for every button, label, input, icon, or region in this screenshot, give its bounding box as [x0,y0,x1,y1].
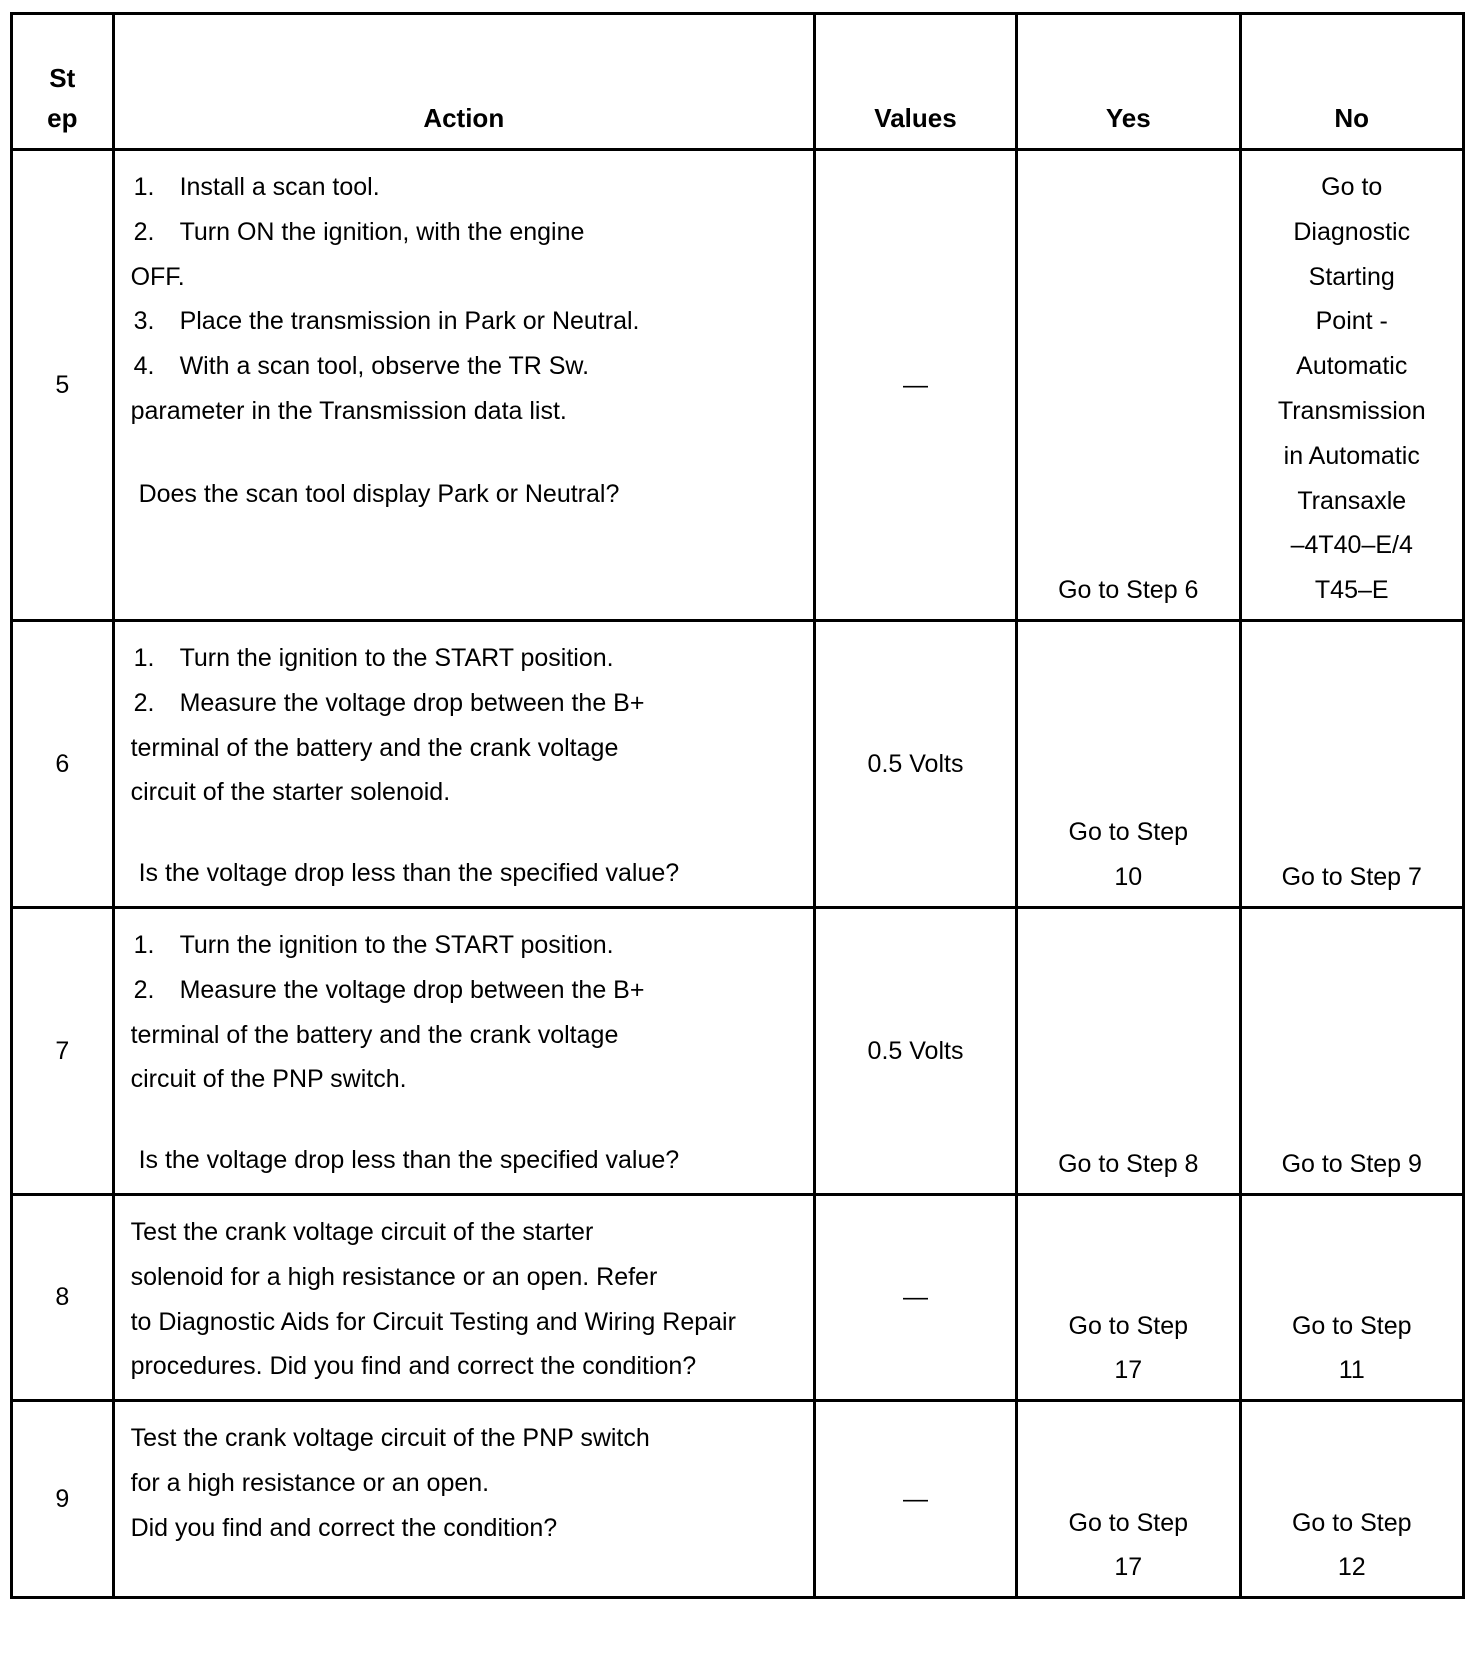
table-row [12,150,1464,621]
value-cell: 0.5 Volts [814,620,1016,907]
header-values: Values [814,14,1016,150]
header-step-line-2: ep [47,103,78,133]
action-step-cont: parameter in the Transmission data list. [130,396,567,425]
action-step-cont: circuit of the PNP switch. [130,1065,407,1094]
action-text-line: procedures. Did you find and correct the condition? [130,1352,697,1381]
action-question: Is the voltage drop less than the specified value? [138,1146,680,1175]
action-step: 1. Install a scan tool. [133,173,380,201]
action-step: 4. With a scan tool, observe the TR Sw. [133,352,590,381]
header-step-line-1: St [49,63,76,93]
action-step: 2. Turn ON the ignition, with the engine [133,217,585,246]
step-number: 9 [12,1401,114,1598]
action-step-cont: terminal of the battery and the crank voltage [130,1020,619,1049]
header-row [12,14,1464,150]
step-number: 8 [12,1194,114,1400]
header-yes: Yes [1017,14,1240,150]
diagnostic-table [10,12,1465,1599]
no-cell: Go to Step 7 [1240,620,1464,907]
no-cell: Go to Step 11 [1240,1194,1464,1400]
action-step-cont: terminal of the battery and the crank voltage [130,733,619,762]
step-number: 5 [12,150,114,621]
action-text-line: solenoid for a high resistance or an open. Refer [130,1262,658,1291]
header-step [12,14,114,150]
value-cell: 0.5 Volts [814,907,1016,1194]
action-cell [113,907,814,1194]
action-text-line: Test the crank voltage circuit of the starter [130,1217,594,1246]
action-text-line: for a high resistance or an open. [130,1468,490,1497]
no-cell: Go to Step 12 [1240,1401,1464,1598]
yes-cell: Go to Step 17 [1017,1194,1240,1400]
value-cell: — [814,150,1016,621]
header-no: No [1240,14,1464,150]
action-question: Does the scan tool display Park or Neutral? [138,479,620,508]
no-cell: Go to Diagnostic Starting Point - Automatic Transmission in Automatic Transaxle –4T40–E/4 T45–E [1240,150,1464,621]
step-number: 7 [12,907,114,1194]
action-cell [113,1194,814,1400]
action-cell [113,150,814,621]
yes-cell: Go to Step 6 [1017,150,1240,621]
header-action: Action [113,14,814,150]
action-step-cont: OFF. [130,262,185,291]
action-step: 1. Turn the ignition to the START position. [133,930,614,959]
yes-cell: Go to Step 17 [1017,1401,1240,1598]
action-text-line: to Diagnostic Aids for Circuit Testing and Wiring Repair [130,1307,736,1336]
action-text-line: Did you find and correct the condition? [130,1513,558,1542]
action-question: Is the voltage drop less than the specified value? [138,859,680,888]
action-step-cont: circuit of the starter solenoid. [130,778,451,807]
no-cell: Go to Step 9 [1240,907,1464,1194]
step-number: 6 [12,620,114,907]
action-step: 2. Measure the voltage drop between the B+ [133,688,645,717]
table-row [12,907,1464,1194]
table-row [12,1401,1464,1598]
action-step: 3. Place the transmission in Park or Neutral. [133,307,640,336]
action-cell [113,620,814,907]
yes-cell: Go to Step 10 [1017,620,1240,907]
action-step: 2. Measure the voltage drop between the B+ [133,975,645,1004]
yes-cell: Go to Step 8 [1017,907,1240,1194]
value-cell: — [814,1401,1016,1598]
table-row [12,1194,1464,1400]
action-cell [113,1401,814,1598]
action-step: 1. Turn the ignition to the START position. [133,643,614,672]
table-row [12,620,1464,907]
value-cell: — [814,1194,1016,1400]
action-text-line: Test the crank voltage circuit of the PNP switch [130,1424,650,1453]
